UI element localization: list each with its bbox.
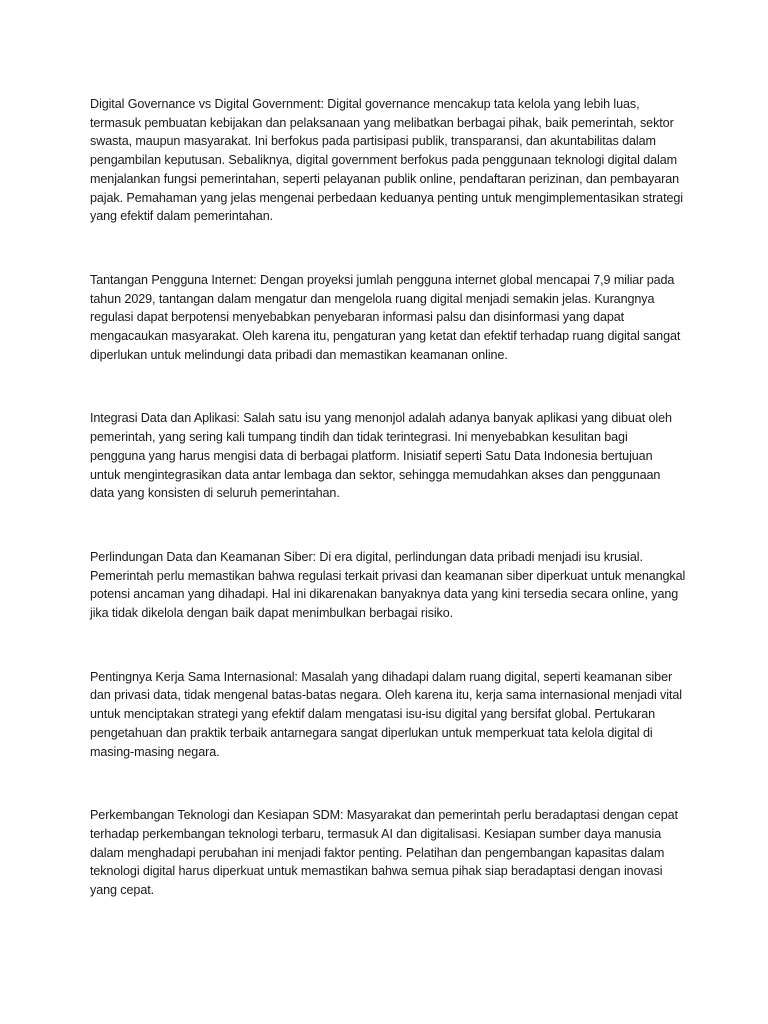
paragraph-digital-governance: Digital Governance vs Digital Government: Digital governance mencakup tata kelola yang lebih luas, termasuk pembuatan kebijakan dan pelaksanaan yang melibatkan berbagai pihak, baik pemerintah, sektor swasta, maupun masyarakat. Ini berfokus pada partisipasi publik, transparansi, dan akuntabilitas dalam pengambilan keputusan. Sebaliknya, digital government berfokus pada penggunaan teknologi digital dalam menjalankan fungsi pemerintahan, seperti pelayanan publik online, pendaftaran perizinan, dan pembayaran pajak. Pemahaman yang jelas mengenai perbedaan keduanya penting untuk mengimplementasikan strategi yang efektif dalam pemerintahan. xyxy=(90,97,683,224)
document-body xyxy=(90,95,686,900)
paragraph-international-cooperation: Pentingnya Kerja Sama Internasional: Masalah yang dihadapi dalam ruang digital, seperti keamanan siber dan privasi data, tidak mengenal batas-batas negara. Oleh karena itu, kerja sama internasional menjadi vital untuk menciptakan strategi yang efektif dalam mengatasi isu-isu digital yang bersifat global. Pertukaran pengetahuan dan praktik terbaik antarnegara sangat diperlukan untuk memperkuat tata kelola digital di masing-masing negara. xyxy=(90,669,682,759)
paragraph-data-protection-cybersecurity: Perlindungan Data dan Keamanan Siber: Di era digital, perlindungan data pribadi menjadi isu krusial. Pemerintah perlu memastikan bahwa regulasi terkait privasi dan keamanan siber diperkuat untuk menangkal potensi ancaman yang dihadapi. Hal ini dikarenakan banyaknya data yang kini tersedia secara online, yang jika tidak dikelola dengan baik dapat menimbulkan berbagai risiko. xyxy=(90,549,686,621)
paragraph-technology-hr-readiness: Perkembangan Teknologi dan Kesiapan SDM: Masyarakat dan pemerintah perlu beradaptasi dengan cepat terhadap perkembangan teknologi terbaru, termasuk AI dan digitalisasi. Kesiapan sumber daya manusia dalam menghadapi perubahan ini menjadi faktor penting. Pelatihan dan pengembangan kapasitas dalam teknologi digital harus diperkuat untuk memastikan bahwa semua pihak siap beradaptasi dengan inovasi yang cepat. xyxy=(90,808,678,898)
paragraph-internet-users-challenge: Tantangan Pengguna Internet: Dengan proyeksi jumlah pengguna internet global mencapai 7,9 miliar pada tahun 2029, tantangan dalam mengatur dan mengelola ruang digital menjadi semakin jelas. Kurangnya regulasi dapat berpotensi menyebabkan penyebaran informasi palsu dan disinformasi yang dapat mengacaukan masyarakat. Oleh karena itu, pengaturan yang ketat dan efektif terhadap ruang digital sangat diperlukan untuk melindungi data pribadi dan memastikan keamanan online. xyxy=(90,272,681,362)
paragraph-data-app-integration: Integrasi Data dan Aplikasi: Salah satu isu yang menonjol adalah adanya banyak aplikasi yang dibuat oleh pemerintah, yang sering kali tumpang tindih dan tidak terintegrasi. Ini menyebabkan kesulitan bagi pengguna yang harus mengisi data di berbagai platform. Inisiatif seperti Satu Data Indonesia bertujuan untuk mengintegrasikan data antar lembaga dan sektor, sehingga memudahkan akses dan penggunaan data yang konsisten di seluruh pemerintahan. xyxy=(90,411,672,501)
